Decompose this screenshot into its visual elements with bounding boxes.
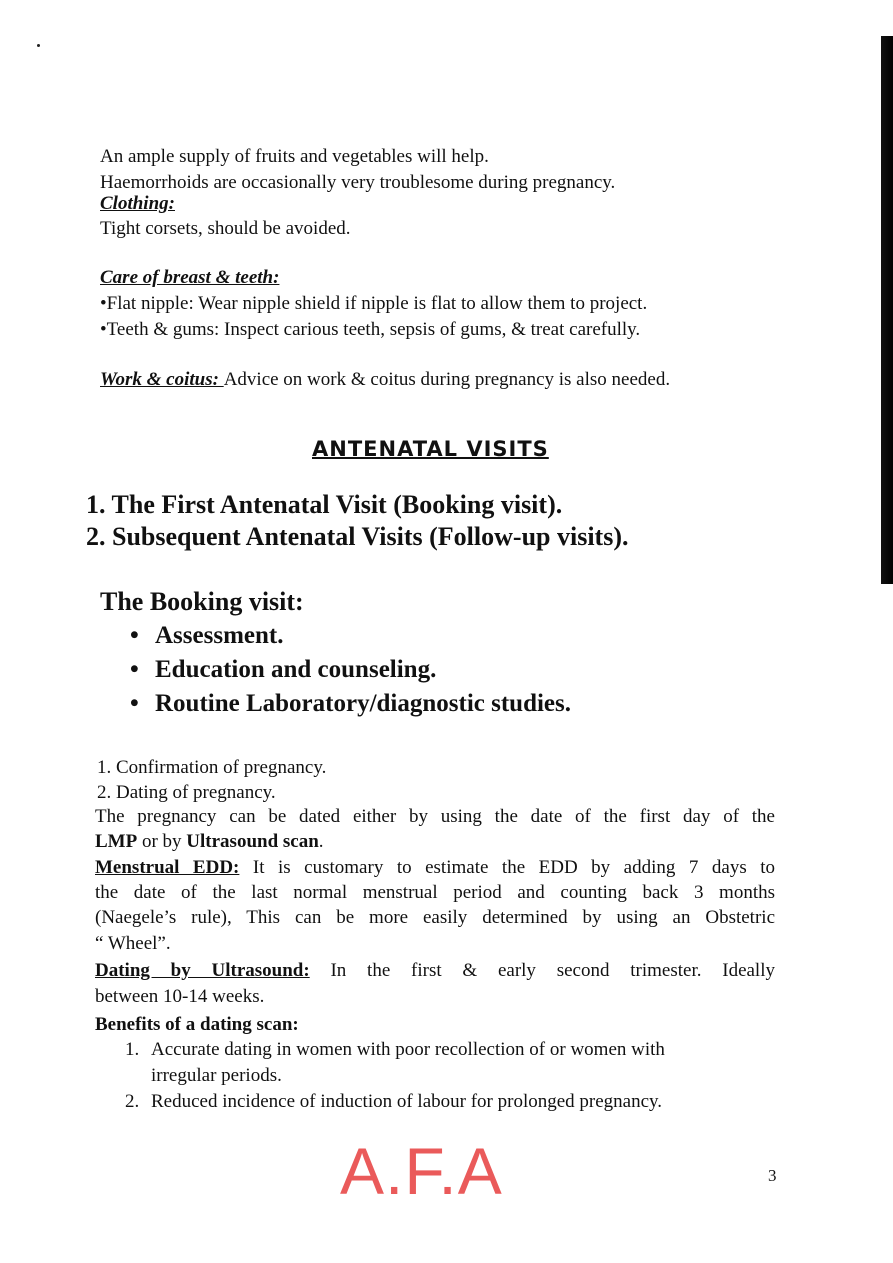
booking-bullet-laboratory: Routine Laboratory/diagnostic studies. [155, 690, 572, 717]
booking-bullet: • [130, 656, 139, 683]
dating-end: . [318, 831, 324, 852]
dating-line-2 [95, 829, 324, 855]
menstrual-line-2: the date of the last normal menstrual period and counting back 3 months [95, 882, 775, 903]
benefit-1-line-2: irregular periods. [151, 1065, 282, 1086]
ultrasound-heading: Dating by Ultrasound: [95, 960, 310, 981]
booking-bullet-education: Education and counseling. [155, 656, 437, 683]
care-item-nipple: •Flat nipple: Wear nipple shield if nipple is flat to allow them to project. [100, 293, 648, 314]
benefit-1-line-1: Accurate dating in women with poor recollection of or women with [151, 1039, 665, 1060]
booking-bullet: • [130, 690, 139, 717]
scan-edge-shadow [881, 36, 893, 584]
booking-heading: The Booking visit: [100, 587, 304, 616]
work-text: Advice on work & coitus during pregnancy is also needed. [223, 369, 671, 390]
intro-line-1: An ample supply of fruits and vegetables will help. [100, 146, 489, 167]
benefit-2-line-1: Reduced incidence of induction of labour for prolonged pregnancy. [151, 1091, 663, 1112]
detail-item-1: 1. Confirmation of pregnancy. [97, 757, 327, 778]
booking-bullet: • [130, 622, 139, 649]
care-item-teeth: •Teeth & gums: Inspect carious teeth, sepsis of gums, & treat carefully. [100, 319, 641, 340]
benefit-number: 1. [125, 1039, 140, 1060]
ultrasound-term: Ultrasound scan [186, 831, 319, 852]
detail-item-2: 2. Dating of pregnancy. [97, 782, 276, 803]
work-heading: Work & coitus: [100, 369, 224, 390]
benefit-number: 2. [125, 1091, 140, 1112]
menstrual-line-4: “ Wheel”. [95, 933, 171, 954]
intro-line-2: Haemorrhoids are occasionally very troublesome during pregnancy. [100, 172, 616, 193]
menstrual-text-1: It is customary to estimate the EDD by adding 7 days to [239, 857, 775, 878]
menstrual-heading: Menstrual EDD: [95, 857, 240, 878]
or-by-text: or by [137, 831, 187, 852]
antenatal-title: ANTENATAL VISITS [312, 437, 549, 461]
visit-item-subsequent: 2. Subsequent Antenatal Visits (Follow-up visits). [86, 522, 629, 551]
watermark: A.F.A [340, 1134, 503, 1208]
dating-line-1: The pregnancy can be dated either by using the date of the first day of the [95, 806, 775, 827]
ultrasound-line-2: between 10-14 weeks. [95, 986, 265, 1007]
menstrual-line-1 [95, 855, 775, 881]
booking-bullet-assessment: Assessment. [155, 622, 284, 649]
care-heading: Care of breast & teeth: [100, 267, 280, 288]
menstrual-line-3: (Naegele’s rule), This can be more easily determined by using an Obstetric [95, 907, 775, 928]
ultrasound-text-1: In the first & early second trimester. Ideally [309, 960, 775, 981]
benefits-heading: Benefits of a dating scan: [95, 1014, 299, 1035]
ultrasound-line-1 [95, 958, 775, 984]
visit-item-first: 1. The First Antenatal Visit (Booking visit). [86, 490, 563, 519]
clothing-text: Tight corsets, should be avoided. [100, 218, 351, 239]
clothing-heading: Clothing: [100, 193, 175, 214]
page-number: 3 [768, 1166, 777, 1185]
work-line [100, 367, 670, 393]
speck [37, 44, 40, 47]
lmp-term: LMP [95, 831, 138, 852]
